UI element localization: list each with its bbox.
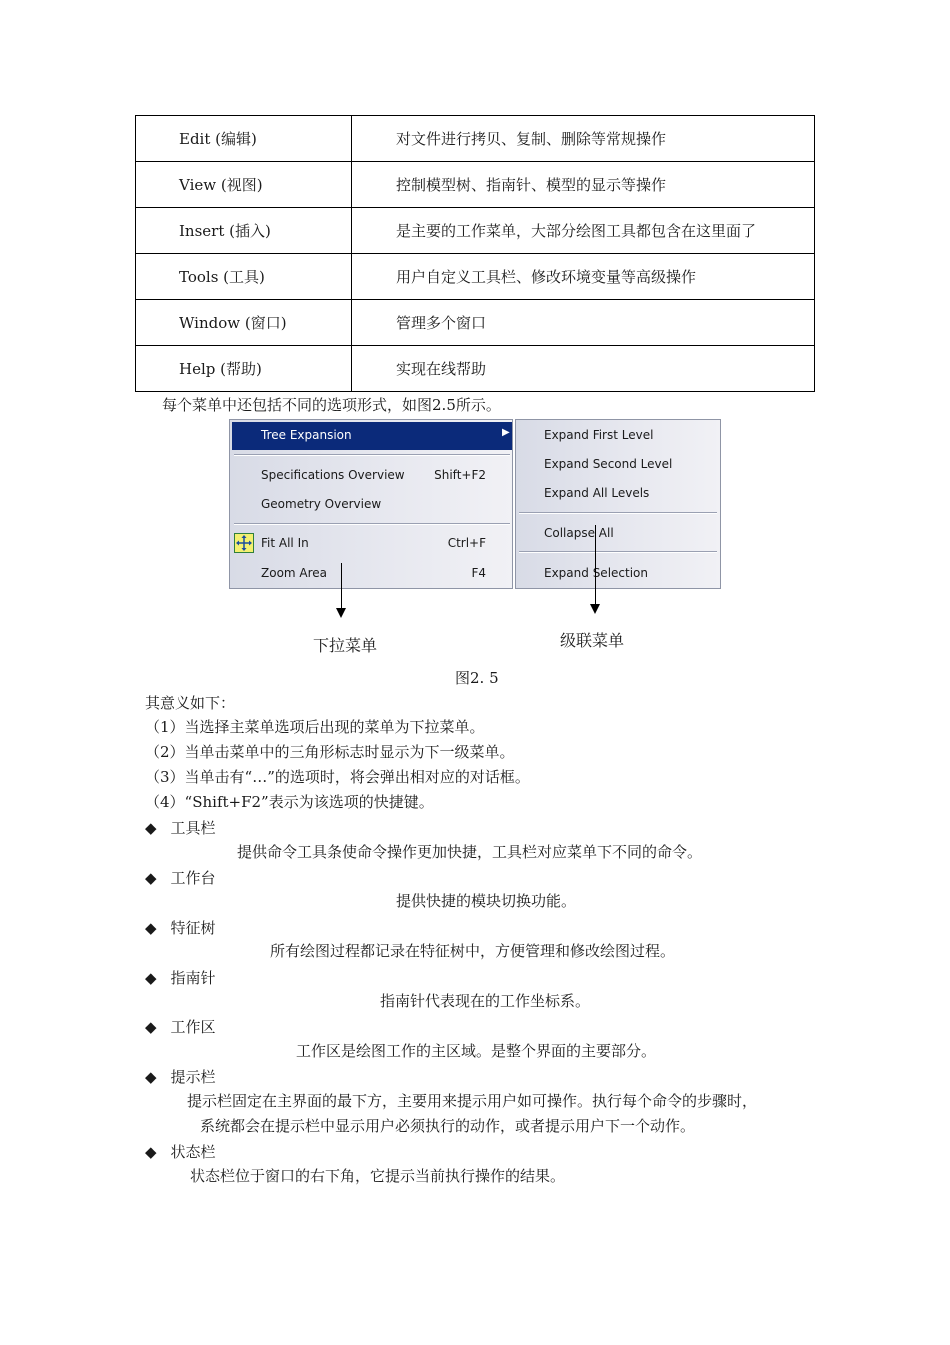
label-cascade-menu: 级联菜单	[560, 631, 625, 650]
dropdown-menu	[229, 419, 513, 589]
menu-item-zoom-area[interactable]: Zoom Area	[261, 566, 328, 580]
section-desc: 所有绘图过程都记录在特征树中，方便管理和修改绘图过程。	[270, 942, 676, 960]
menu-desc-cell: 管理多个窗口	[352, 300, 815, 346]
section-desc: 提供快捷的模块切换功能。	[396, 892, 577, 910]
section-desc: 状态栏位于窗口的右下角，它提示当前执行操作的结果。	[190, 1167, 566, 1185]
menu-separator	[234, 523, 510, 525]
table-row	[136, 300, 815, 346]
diamond-bullet-icon: ◆	[145, 919, 157, 937]
diamond-bullet-icon: ◆	[145, 969, 157, 987]
section-title: 提示栏	[170, 1068, 216, 1086]
section-title: 工作区	[170, 1018, 216, 1036]
menu-separator	[519, 551, 717, 553]
dropdown-arrow-icon	[336, 608, 346, 618]
menu-desc-cell: 实现在线帮助	[352, 346, 815, 392]
menu-item-fit-all-in[interactable]: Fit All In	[261, 536, 309, 550]
section-title: 指南针	[170, 969, 216, 987]
menu-description-table	[135, 115, 815, 392]
label-dropdown-menu: 下拉菜单	[313, 636, 378, 655]
menu-desc-cell: 是主要的工作菜单，大部分绘图工具都包含在这里面了	[352, 208, 815, 254]
submenu-arrow-icon: ▶	[502, 427, 510, 438]
section-heading-feature-tree	[145, 917, 216, 938]
shortcut-label: F4	[471, 566, 486, 580]
section-heading-compass	[145, 967, 216, 988]
cascade-arrow-icon	[590, 604, 600, 614]
menu-name-cell: Tools (工具)	[136, 254, 352, 300]
meaning-item: （3）当单击有“…”的选项时，将会弹出相对应的对话框。	[145, 768, 530, 786]
table-row	[136, 254, 815, 300]
meaning-item: （2）当单击菜单中的三角形标志时显示为下一级菜单。	[145, 743, 515, 761]
menu-desc-cell: 控制模型树、指南针、模型的显示等操作	[352, 162, 815, 208]
menu-desc-cell: 用户自定义工具栏、修改环境变量等高级操作	[352, 254, 815, 300]
meaning-item: （1）当选择主菜单选项后出现的菜单为下拉菜单。	[145, 718, 485, 736]
menu-separator	[234, 454, 510, 456]
menu-name-cell: Insert (插入)	[136, 208, 352, 254]
menu-item-expand-selection[interactable]: Expand Selection	[544, 566, 648, 580]
section-desc: 指南针代表现在的工作坐标系。	[380, 992, 591, 1010]
menu-name-cell: Window (窗口)	[136, 300, 352, 346]
menu-item-tree-expansion[interactable]: Tree Expansion	[261, 428, 352, 442]
section-desc: 工作区是绘图工作的主区域。是整个界面的主要部分。	[296, 1042, 657, 1060]
section-desc: 系统都会在提示栏中显示用户必须执行的动作，或者提示用户下一个动作。	[200, 1117, 696, 1135]
fit-all-in-icon	[234, 533, 254, 553]
menu-item-expand-first-level[interactable]: Expand First Level	[544, 428, 654, 442]
section-heading-status-bar	[145, 1141, 216, 1162]
section-heading-workbench	[145, 867, 216, 888]
cascade-menu	[515, 419, 721, 589]
diamond-bullet-icon: ◆	[145, 1143, 157, 1161]
section-title: 特征树	[170, 919, 216, 937]
table-row	[136, 346, 815, 392]
menu-item-collapse-all[interactable]: Collapse All	[544, 526, 614, 540]
dropdown-pointer-line	[341, 563, 342, 609]
diamond-bullet-icon: ◆	[145, 819, 157, 837]
menu-item-expand-second-level[interactable]: Expand Second Level	[544, 457, 673, 471]
menu-desc-cell: 对文件进行拷贝、复制、删除等常规操作	[352, 116, 815, 162]
meaning-title: 其意义如下：	[145, 694, 236, 712]
table-row	[136, 116, 815, 162]
menu-item-geometry-overview[interactable]: Geometry Overview	[261, 497, 382, 511]
section-desc: 提示栏固定在主界面的最下方，主要用来提示用户如可操作。执行每个命令的步骤时，	[187, 1092, 758, 1110]
meaning-item: （4）“Shift+F2”表示为该选项的快捷键。	[145, 793, 434, 811]
section-heading-work-area	[145, 1016, 216, 1037]
section-desc: 提供命令工具条使命令操作更加快捷，工具栏对应菜单下不同的命令。	[237, 843, 703, 861]
table-row	[136, 208, 815, 254]
menu-name-cell: View (视图)	[136, 162, 352, 208]
table-row	[136, 162, 815, 208]
menu-screenshot	[229, 419, 721, 589]
figure-caption: 图2. 5	[455, 669, 499, 687]
menu-item-expand-all-levels[interactable]: Expand All Levels	[544, 486, 650, 500]
shortcut-label: Shift+F2	[434, 468, 486, 482]
section-heading-toolbar	[145, 817, 216, 838]
diamond-bullet-icon: ◆	[145, 1018, 157, 1036]
shortcut-label: Ctrl+F	[447, 536, 486, 550]
section-title: 状态栏	[170, 1143, 216, 1161]
diamond-bullet-icon: ◆	[145, 869, 157, 887]
menu-name-cell: Edit (编辑)	[136, 116, 352, 162]
menu-item-specifications-overview[interactable]: Specifications Overview	[261, 468, 405, 482]
section-title: 工作台	[170, 869, 216, 887]
diamond-bullet-icon: ◆	[145, 1068, 157, 1086]
section-title: 工具栏	[170, 819, 216, 837]
cascade-pointer-line	[595, 525, 596, 605]
menu-name-cell: Help (帮助)	[136, 346, 352, 392]
section-heading-prompt-bar	[145, 1066, 216, 1087]
intro-line: 每个菜单中还包括不同的选项形式，如图2.5所示。	[162, 396, 501, 414]
menu-separator	[519, 512, 717, 514]
